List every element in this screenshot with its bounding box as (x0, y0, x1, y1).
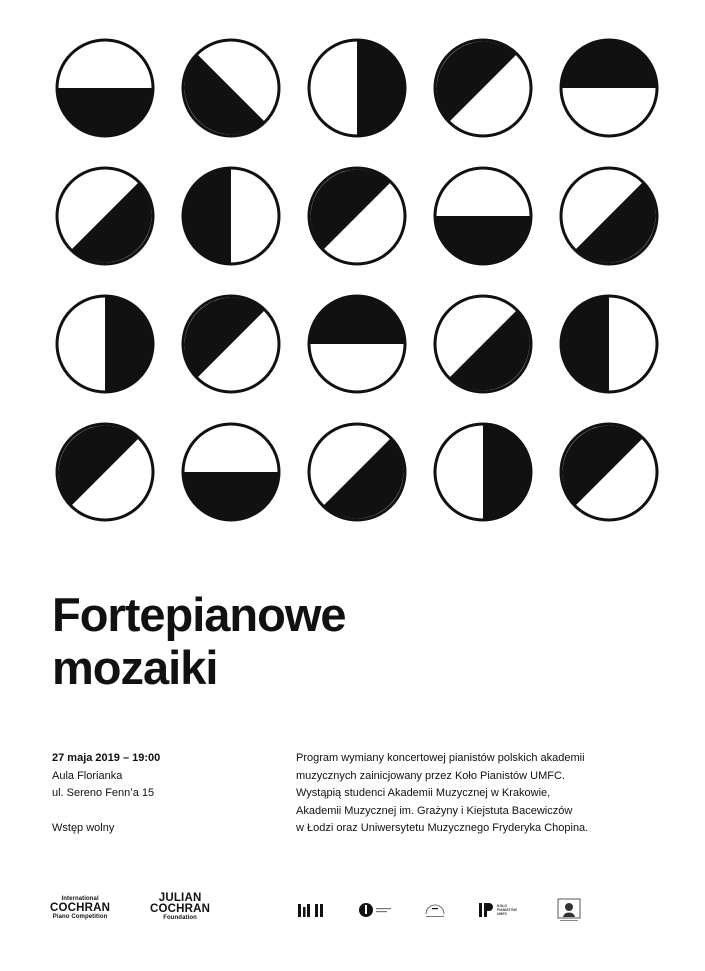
mosaic-circle (561, 168, 657, 264)
mosaic-circle (309, 168, 405, 264)
mosaic-circle (183, 40, 279, 136)
event-info (52, 750, 160, 838)
mosaic-circle (561, 40, 657, 136)
circle-filled-half (436, 216, 530, 263)
circle-filled-half (105, 297, 152, 391)
mosaic-circle (57, 40, 153, 136)
academy-bars-logo (298, 903, 326, 918)
mosaic-circle (183, 168, 279, 264)
circle-filled-half (562, 41, 656, 88)
mosaic-circle (435, 424, 531, 520)
university-arc-logo (423, 899, 447, 921)
portrait-stamp-logo (557, 898, 583, 924)
mosaic-circle (561, 296, 657, 392)
circle-filled-half (562, 297, 609, 391)
kolo-pianistow-logo-text: KOŁO PIANISTÓW UMFC (497, 904, 517, 916)
mosaic-circle (57, 296, 153, 392)
mosaic-circle (57, 168, 153, 264)
julian-cochran-foundation-logo: JULIAN COCHRAN Foundation (150, 892, 211, 921)
mosaic-circle (561, 424, 657, 520)
mosaic-circle (309, 424, 405, 520)
mosaic-circle (435, 40, 531, 136)
circle-filled-half (483, 425, 530, 519)
title-line-1: Fortepianowe (52, 588, 346, 641)
circle-filled-half (184, 169, 231, 263)
mosaic-circle (309, 296, 405, 392)
title-line-2: mozaiki (52, 641, 218, 694)
description-line: Akademii Muzycznej im. Grażyny i Kiejstuta Bacewiczów (296, 804, 573, 817)
circle-filled-half (184, 472, 278, 519)
mosaic-circle (57, 424, 153, 520)
circle-filled-half (310, 297, 404, 344)
kolo-pianistow-logo-mark (479, 903, 493, 918)
description-line: w Łodzi oraz Uniwersytetu Muzycznego Fryderyka Chopina. (296, 822, 589, 834)
event-venue: Aula Florianka (52, 769, 123, 782)
circle-filled-half (357, 41, 404, 135)
description-line: muzycznych zainicjowany przez Koło Pianistów UMFC. (296, 769, 565, 782)
mosaic-circle (435, 168, 531, 264)
event-datetime: 27 maja 2019 – 19:00 (52, 752, 161, 764)
description-line: Wystąpią studenci Akademii Muzycznej w Krakowie, (296, 787, 551, 799)
mosaic-circle (183, 296, 279, 392)
event-address: ul. Sereno Fenn’a 15 (52, 787, 155, 799)
circle-filled-half (58, 88, 152, 135)
event-description (296, 750, 588, 838)
mosaic-circle (309, 40, 405, 136)
poster-title (52, 588, 346, 694)
cochran-competition-logo: International COCHRAN Piano Competition (50, 896, 111, 920)
mosaic-circle (183, 424, 279, 520)
event-entry: Wstęp wolny (52, 822, 115, 834)
description-line: Program wymiany koncertowej pianistów polskich akademii (296, 752, 585, 764)
academy-circle-logo (359, 902, 393, 918)
mosaic-circle (435, 296, 531, 392)
